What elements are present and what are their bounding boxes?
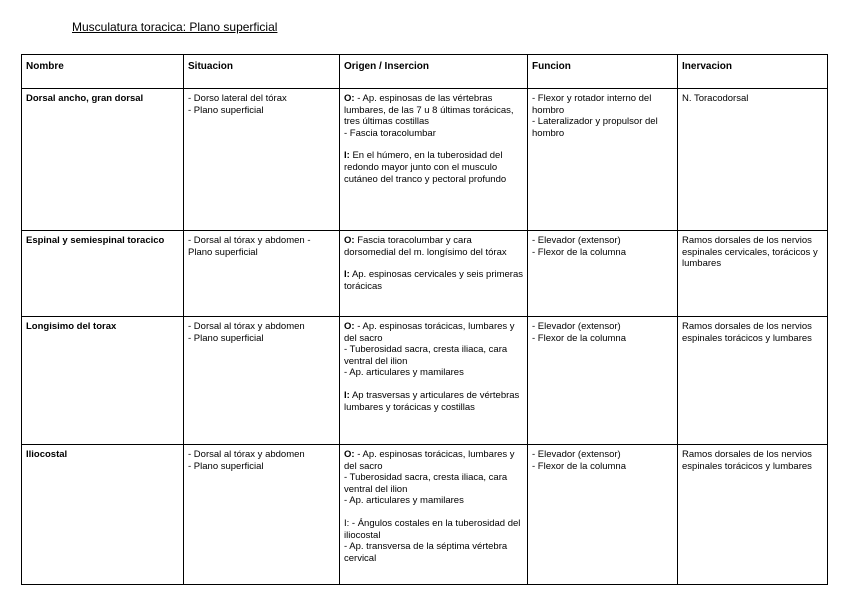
origen-line: - Ap. espinosas de las vértebras lumbares, de las 7 u 8 últimas torácicas, tres últimas costillas: [344, 93, 514, 128]
header-origen-insercion: Origen / Insercion: [340, 55, 528, 89]
funcion-line: - Elevador (extensor): [532, 235, 621, 246]
insercion-line: Ap trasversas y articulares de vértebras lumbares y torácicas y costillas: [344, 389, 520, 413]
table-row: [22, 89, 828, 231]
origen-block: [344, 235, 523, 258]
header-situacion: Situacion: [184, 55, 340, 89]
funcion-line: - Lateralizador y propulsor del hombro: [532, 116, 658, 139]
cell-situacion: [184, 89, 340, 231]
insercion-label: I:: [344, 517, 350, 529]
cell-nombre: Espinal y semiespinal toracico: [22, 231, 184, 317]
cell-origen-insercion: [340, 317, 528, 445]
situacion-line: - Dorsal al tórax y abdomen: [188, 449, 305, 460]
cell-inervacion: Ramos dorsales de los nervios espinales cervicales, torácicos y lumbares: [678, 231, 828, 317]
origen-line: Fascia toracolumbar y cara dorsomedial del m. longísimo del tórax: [344, 235, 507, 258]
origen-line: - Ap. espinosas torácicas, lumbares y del sacro: [344, 449, 515, 472]
cell-inervacion: Ramos dorsales de los nervios espinales torácicos y lumbares: [678, 317, 828, 445]
insercion-block: [344, 269, 523, 292]
insercion-line: Ap. espinosas cervicales y seis primeras torácicas: [344, 269, 524, 292]
cell-nombre: Dorsal ancho, gran dorsal: [22, 89, 184, 231]
funcion-line: - Flexor de la columna: [532, 246, 626, 258]
header-funcion: Funcion: [528, 55, 678, 89]
insercion-block: [344, 150, 523, 185]
cell-origen-insercion: [340, 89, 528, 231]
funcion-line: - Elevador (extensor): [532, 449, 621, 460]
funcion-line: - Elevador (extensor): [532, 321, 621, 332]
origen-label: O:: [344, 235, 355, 246]
table-row: [22, 317, 828, 445]
cell-situacion: [184, 231, 340, 317]
situacion-line: - Dorsal al tórax y abdomen - Plano superficial: [188, 235, 311, 258]
origen-line: - Ap. espinosas torácicas, lumbares y del sacro: [344, 321, 515, 344]
origen-label: O:: [344, 321, 355, 332]
cell-situacion: [184, 445, 340, 585]
cell-funcion: [528, 89, 678, 231]
origen-block: [344, 321, 523, 379]
insercion-block: [344, 518, 523, 564]
situacion-line: - Plano superficial: [188, 460, 264, 472]
insercion-block: [344, 390, 523, 413]
document-title: Musculatura toracica: Plano superficial: [72, 20, 278, 34]
cell-inervacion: Ramos dorsales de los nervios espinales torácicos y lumbares: [678, 445, 828, 585]
header-inervacion: Inervacion: [678, 55, 828, 89]
cell-origen-insercion: [340, 445, 528, 585]
insercion-line: - Ángulos costales en la tuberosidad del iliocostal: [344, 517, 521, 541]
cell-funcion: [528, 317, 678, 445]
origen-label: O:: [344, 93, 355, 104]
cell-funcion: [528, 445, 678, 585]
funcion-line: - Flexor de la columna: [532, 460, 626, 472]
situacion-line: - Plano superficial: [188, 104, 264, 116]
cell-situacion: [184, 317, 340, 445]
origen-block: [344, 449, 523, 507]
cell-nombre: Longisimo del torax: [22, 317, 184, 445]
origen-block: [344, 93, 523, 139]
insercion-label: I:: [344, 150, 350, 162]
muscle-table: [21, 54, 828, 585]
header-nombre: Nombre: [22, 55, 184, 89]
funcion-line: - Flexor de la columna: [532, 332, 626, 344]
cell-origen-insercion: [340, 231, 528, 317]
situacion-line: - Plano superficial: [188, 332, 264, 344]
insercion-label: I:: [344, 269, 350, 281]
situacion-line: - Dorsal al tórax y abdomen: [188, 321, 305, 332]
insercion-line: - Ap. transversa de la séptima vértebra cervical: [344, 541, 508, 564]
origen-line: - Tuberosidad sacra, cresta iliaca, cara ventral del ilion: [344, 472, 508, 495]
cell-nombre: Iliocostal: [22, 445, 184, 585]
insercion-label: I:: [344, 389, 350, 401]
origen-label: O:: [344, 449, 355, 460]
cell-funcion: [528, 231, 678, 317]
insercion-line: En el húmero, en la tuberosidad del redondo mayor junto con el musculo cutáneo del tranco y pectoral profundo: [344, 150, 507, 185]
table-row: [22, 445, 828, 585]
funcion-line: - Flexor y rotador interno del hombro: [532, 93, 652, 116]
situacion-line: - Dorso lateral del tórax: [188, 93, 287, 104]
origen-line: - Ap. articulares y mamilares: [344, 367, 464, 379]
origen-line: - Ap. articulares y mamilares: [344, 495, 464, 507]
table-header-row: [22, 55, 828, 89]
origen-line: - Tuberosidad sacra, cresta iliaca, cara ventral del ilion: [344, 344, 508, 367]
table-row: [22, 231, 828, 317]
origen-line: - Fascia toracolumbar: [344, 127, 436, 139]
cell-inervacion: N. Toracodorsal: [678, 89, 828, 231]
